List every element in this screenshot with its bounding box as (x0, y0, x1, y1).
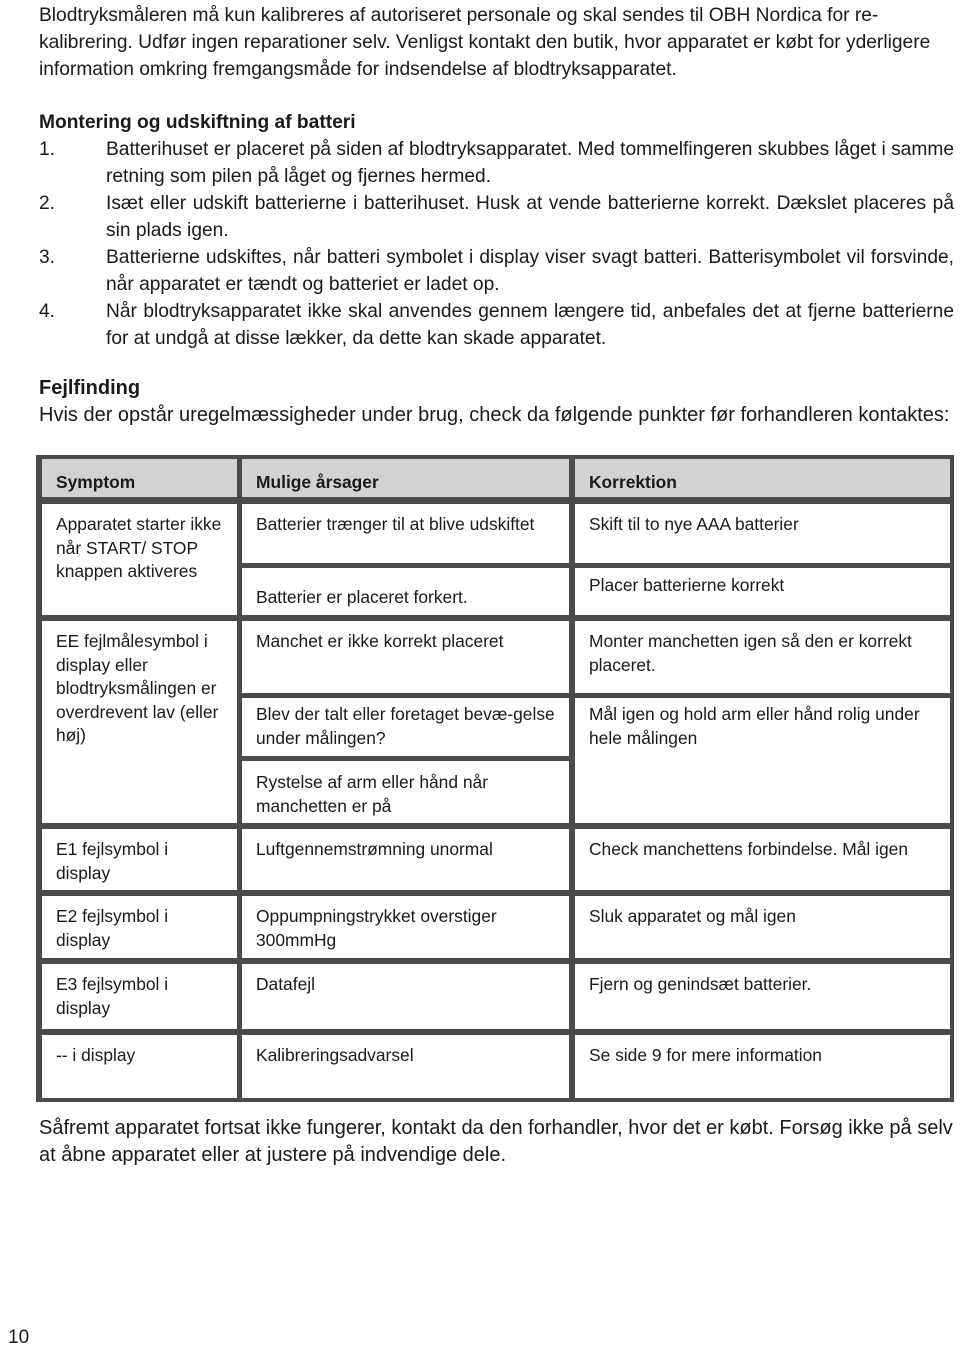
closing-notice: Såfremt apparatet fortsat ikke fungerer, kontakt da den forhandler, hvor det er købt. Forsøg ikke på selv at åbne apparatet eller at justere på indvendige dele. (39, 1117, 953, 1166)
header-correction: Korrektion (575, 459, 950, 497)
step-text: Isæt eller udskift batterierne i batterihuset. Husk at vende batterierne korrekt. Dækslet placeres på sin plads igen. (106, 193, 954, 241)
battery-heading: Montering og udskiftning af batteri (39, 112, 356, 133)
cause-cell: Batterier er placeret forkert. (242, 568, 569, 615)
step-number: 4. (39, 301, 56, 322)
symptom-cell: EE fejlmålesymbol i display eller blodtryksmålingen er overdrevent lav (eller høj) (42, 621, 237, 823)
cause-cell: Rystelse af arm eller hånd når manchetten er på (242, 761, 569, 823)
cause-cell: Batterier trænger til at blive udskiftet (242, 504, 569, 563)
battery-step (39, 244, 954, 298)
step-text: Når blodtryksapparatet ikke skal anvendes gennem længere tid, anbefales det at fjerne batterierne for at undgå at disse lækker, da dette kan skade apparatet. (106, 301, 954, 349)
correction-cell: Sluk apparatet og mål igen (575, 896, 950, 958)
correction-cell: Skift til to nye AAA batterier (575, 504, 950, 563)
step-number: 1. (39, 139, 56, 160)
page-number: 10 (8, 1327, 30, 1348)
cause-cell: Oppumpningstrykket overstiger 300mmHg (242, 896, 569, 958)
step-number: 2. (39, 193, 56, 214)
step-number: 3. (39, 247, 56, 268)
troubleshooting-intro: Hvis der opstår uregelmæssigheder under brug, check da følgende punkter før forhandleren kontaktes: (39, 404, 950, 426)
battery-step (39, 298, 954, 352)
header-symptom: Symptom (42, 459, 237, 497)
cause-cell: Blev der talt eller foretaget bevæ-gelse under målingen? (242, 698, 569, 756)
symptom-cell: -- i display (42, 1035, 237, 1098)
step-text: Batterierne udskiftes, når batteri symbolet i display viser svagt batteri. Batterisymbolet vil forsvinde, når apparatet er tændt og batteriet er ladet op. (106, 247, 954, 295)
correction-cell: Monter manchetten igen så den er korrekt placeret. (575, 621, 950, 693)
correction-cell: Mål igen og hold arm eller hånd rolig under hele målingen (575, 698, 950, 823)
calibration-notice: Blodtryksmåleren må kun kalibreres af autoriseret personale og skal sendes til OBH Nordica for re-kalibrering. Udfør ingen reparationer selv. Venligst kontakt den butik, hvor apparatet er købt for yderligere information omkring fremgangsmåde for indsendelse af blodtryksapparatet. (39, 5, 931, 80)
symptom-cell: E2 fejlsymbol i display (42, 896, 237, 958)
troubleshooting-table (36, 455, 954, 1102)
correction-cell: Fjern og genindsæt batterier. (575, 964, 950, 1029)
symptom-cell: E3 fejlsymbol i display (42, 964, 237, 1029)
battery-step (39, 190, 954, 244)
battery-step (39, 136, 954, 190)
symptom-cell: E1 fejlsymbol i display (42, 829, 237, 890)
cause-cell: Luftgennemstrømning unormal (242, 829, 569, 890)
cause-cell: Kalibreringsadvarsel (242, 1035, 569, 1098)
step-text: Batterihuset er placeret på siden af blodtryksapparatet. Med tommelfingeren skubbes låget i samme retning som pilen på låget og fjernes hermed. (106, 139, 954, 187)
cause-cell: Manchet er ikke korrekt placeret (242, 621, 569, 693)
battery-steps (39, 136, 954, 352)
symptom-cell: Apparatet starter ikke når START/ STOP knappen aktiveres (42, 504, 237, 615)
correction-cell: Check manchettens forbindelse. Mål igen (575, 829, 950, 890)
cause-cell: Datafejl (242, 964, 569, 1029)
header-causes: Mulige årsager (242, 459, 569, 497)
correction-cell: Se side 9 for mere information (575, 1035, 950, 1098)
correction-cell: Placer batterierne korrekt (575, 568, 950, 615)
troubleshooting-heading: Fejlfinding (39, 377, 141, 399)
